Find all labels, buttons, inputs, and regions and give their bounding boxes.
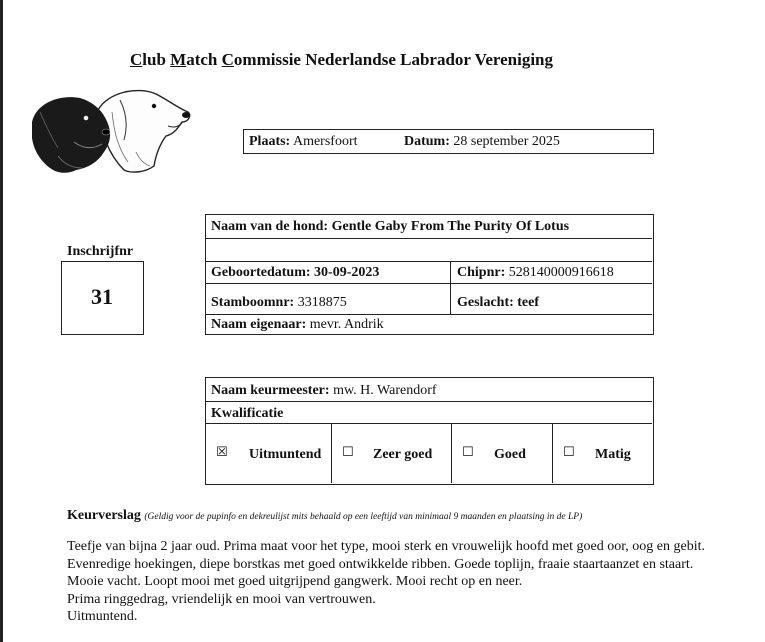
title-word-club: lub — [142, 50, 171, 69]
row-divider — [206, 283, 652, 284]
column-divider — [552, 423, 553, 483]
judge-label: Naam keurmeester: — [211, 383, 330, 398]
report-heading — [67, 508, 582, 524]
date-value: 28 september 2025 — [453, 134, 560, 149]
report-line: Mooie vacht. Loopt mooi met goed uitgrijpend gangwerk. Mooi recht op en neer. — [67, 574, 523, 589]
judge-value: mw. H. Warendorf — [333, 383, 437, 398]
checkbox-goed[interactable]: ☐ — [462, 445, 474, 460]
owner-label: Naam eigenaar: — [211, 317, 307, 332]
report-title: Keurverslag — [67, 508, 141, 523]
document-title — [130, 50, 553, 70]
place-label: Plaats: — [249, 134, 291, 149]
labrador-logo — [28, 82, 193, 178]
birthdate-label: Geboortedatum: — [211, 265, 311, 280]
checkbox-zeer-goed[interactable]: ☐ — [342, 445, 354, 460]
birthdate-value: 30-09-2023 — [314, 265, 380, 280]
title-rest: ommissie Nederlandse Labrador Vereniging — [233, 50, 554, 69]
pedigree-label: Stamboomnr: — [211, 295, 295, 310]
row-divider — [206, 401, 652, 402]
title-word-match: atch — [186, 50, 222, 69]
option-label-matig: Matig — [595, 447, 631, 462]
chip-value: 528140000916618 — [508, 265, 614, 280]
dog-name-label: Naam van de hond: — [211, 219, 329, 234]
row-divider — [206, 261, 652, 262]
judge-table — [205, 377, 654, 485]
owner-value: mevr. Andrik — [309, 317, 384, 332]
dog-name-value: Gentle Gaby From The Purity Of Lotus — [331, 219, 570, 234]
report-line: Evenredige hoekingen, diepe borstkas met goed ontwikkelde ribben. Goede toplijn, fraaie staartaanzet en staart. — [67, 556, 694, 572]
report-line: Teefje van bijna 2 jaar oud. Prima maat voor het type, mooi sterk en vrouwelijk hoofd met goed oor, oog en gebit. — [67, 539, 706, 554]
title-initial-c2: C — [221, 50, 234, 69]
sex-value: teef — [517, 295, 540, 310]
option-label-uitmuntend: Uitmuntend — [249, 447, 322, 462]
title-initial-m: M — [170, 50, 187, 69]
qualification-label: Kwalificatie — [211, 406, 284, 421]
title-initial-c: C — [130, 50, 143, 69]
report-body — [67, 538, 705, 626]
column-divider — [450, 261, 451, 314]
dog-info-table — [205, 214, 654, 335]
page-left-edge — [0, 0, 3, 642]
column-divider — [451, 423, 452, 483]
report-note: (Geldig voor de pupinfo en dekreulijst mits behaald op een leeftijd van minimaal 9 maanden en plaatsing in de LP) — [144, 512, 583, 522]
entry-number: 31 — [91, 284, 113, 309]
checkbox-uitmuntend[interactable]: ☒ — [216, 445, 228, 460]
owner-field — [211, 317, 384, 333]
sex-label: Geslacht: — [457, 295, 514, 310]
report-line: Uitmuntend. — [67, 609, 138, 624]
column-divider — [331, 423, 332, 483]
checkbox-matig[interactable]: ☐ — [563, 445, 575, 460]
date-field — [404, 134, 560, 150]
row-divider — [206, 238, 652, 239]
chip-field — [457, 265, 614, 281]
entry-number-label: Inschrijfnr — [67, 244, 134, 259]
date-label: Datum: — [404, 134, 450, 149]
pedigree-value: 3318875 — [297, 295, 347, 310]
judge-field — [211, 383, 437, 399]
place-value: Amersfoort — [292, 134, 358, 149]
place-date-box — [243, 129, 654, 154]
dog-name-field — [211, 219, 569, 235]
entry-number-box — [61, 261, 144, 335]
sex-field — [457, 295, 539, 311]
row-divider — [206, 314, 652, 315]
report-line: Prima ringgedrag, vriendelijk en mooi van vertrouwen. — [67, 591, 376, 607]
birthdate-field — [211, 265, 379, 281]
option-label-goed: Goed — [494, 447, 526, 462]
place-field — [249, 134, 358, 150]
row-divider — [206, 423, 652, 424]
option-label-zeer-goed: Zeer goed — [373, 447, 433, 462]
pedigree-field — [211, 295, 347, 311]
chip-label: Chipnr: — [457, 265, 506, 280]
